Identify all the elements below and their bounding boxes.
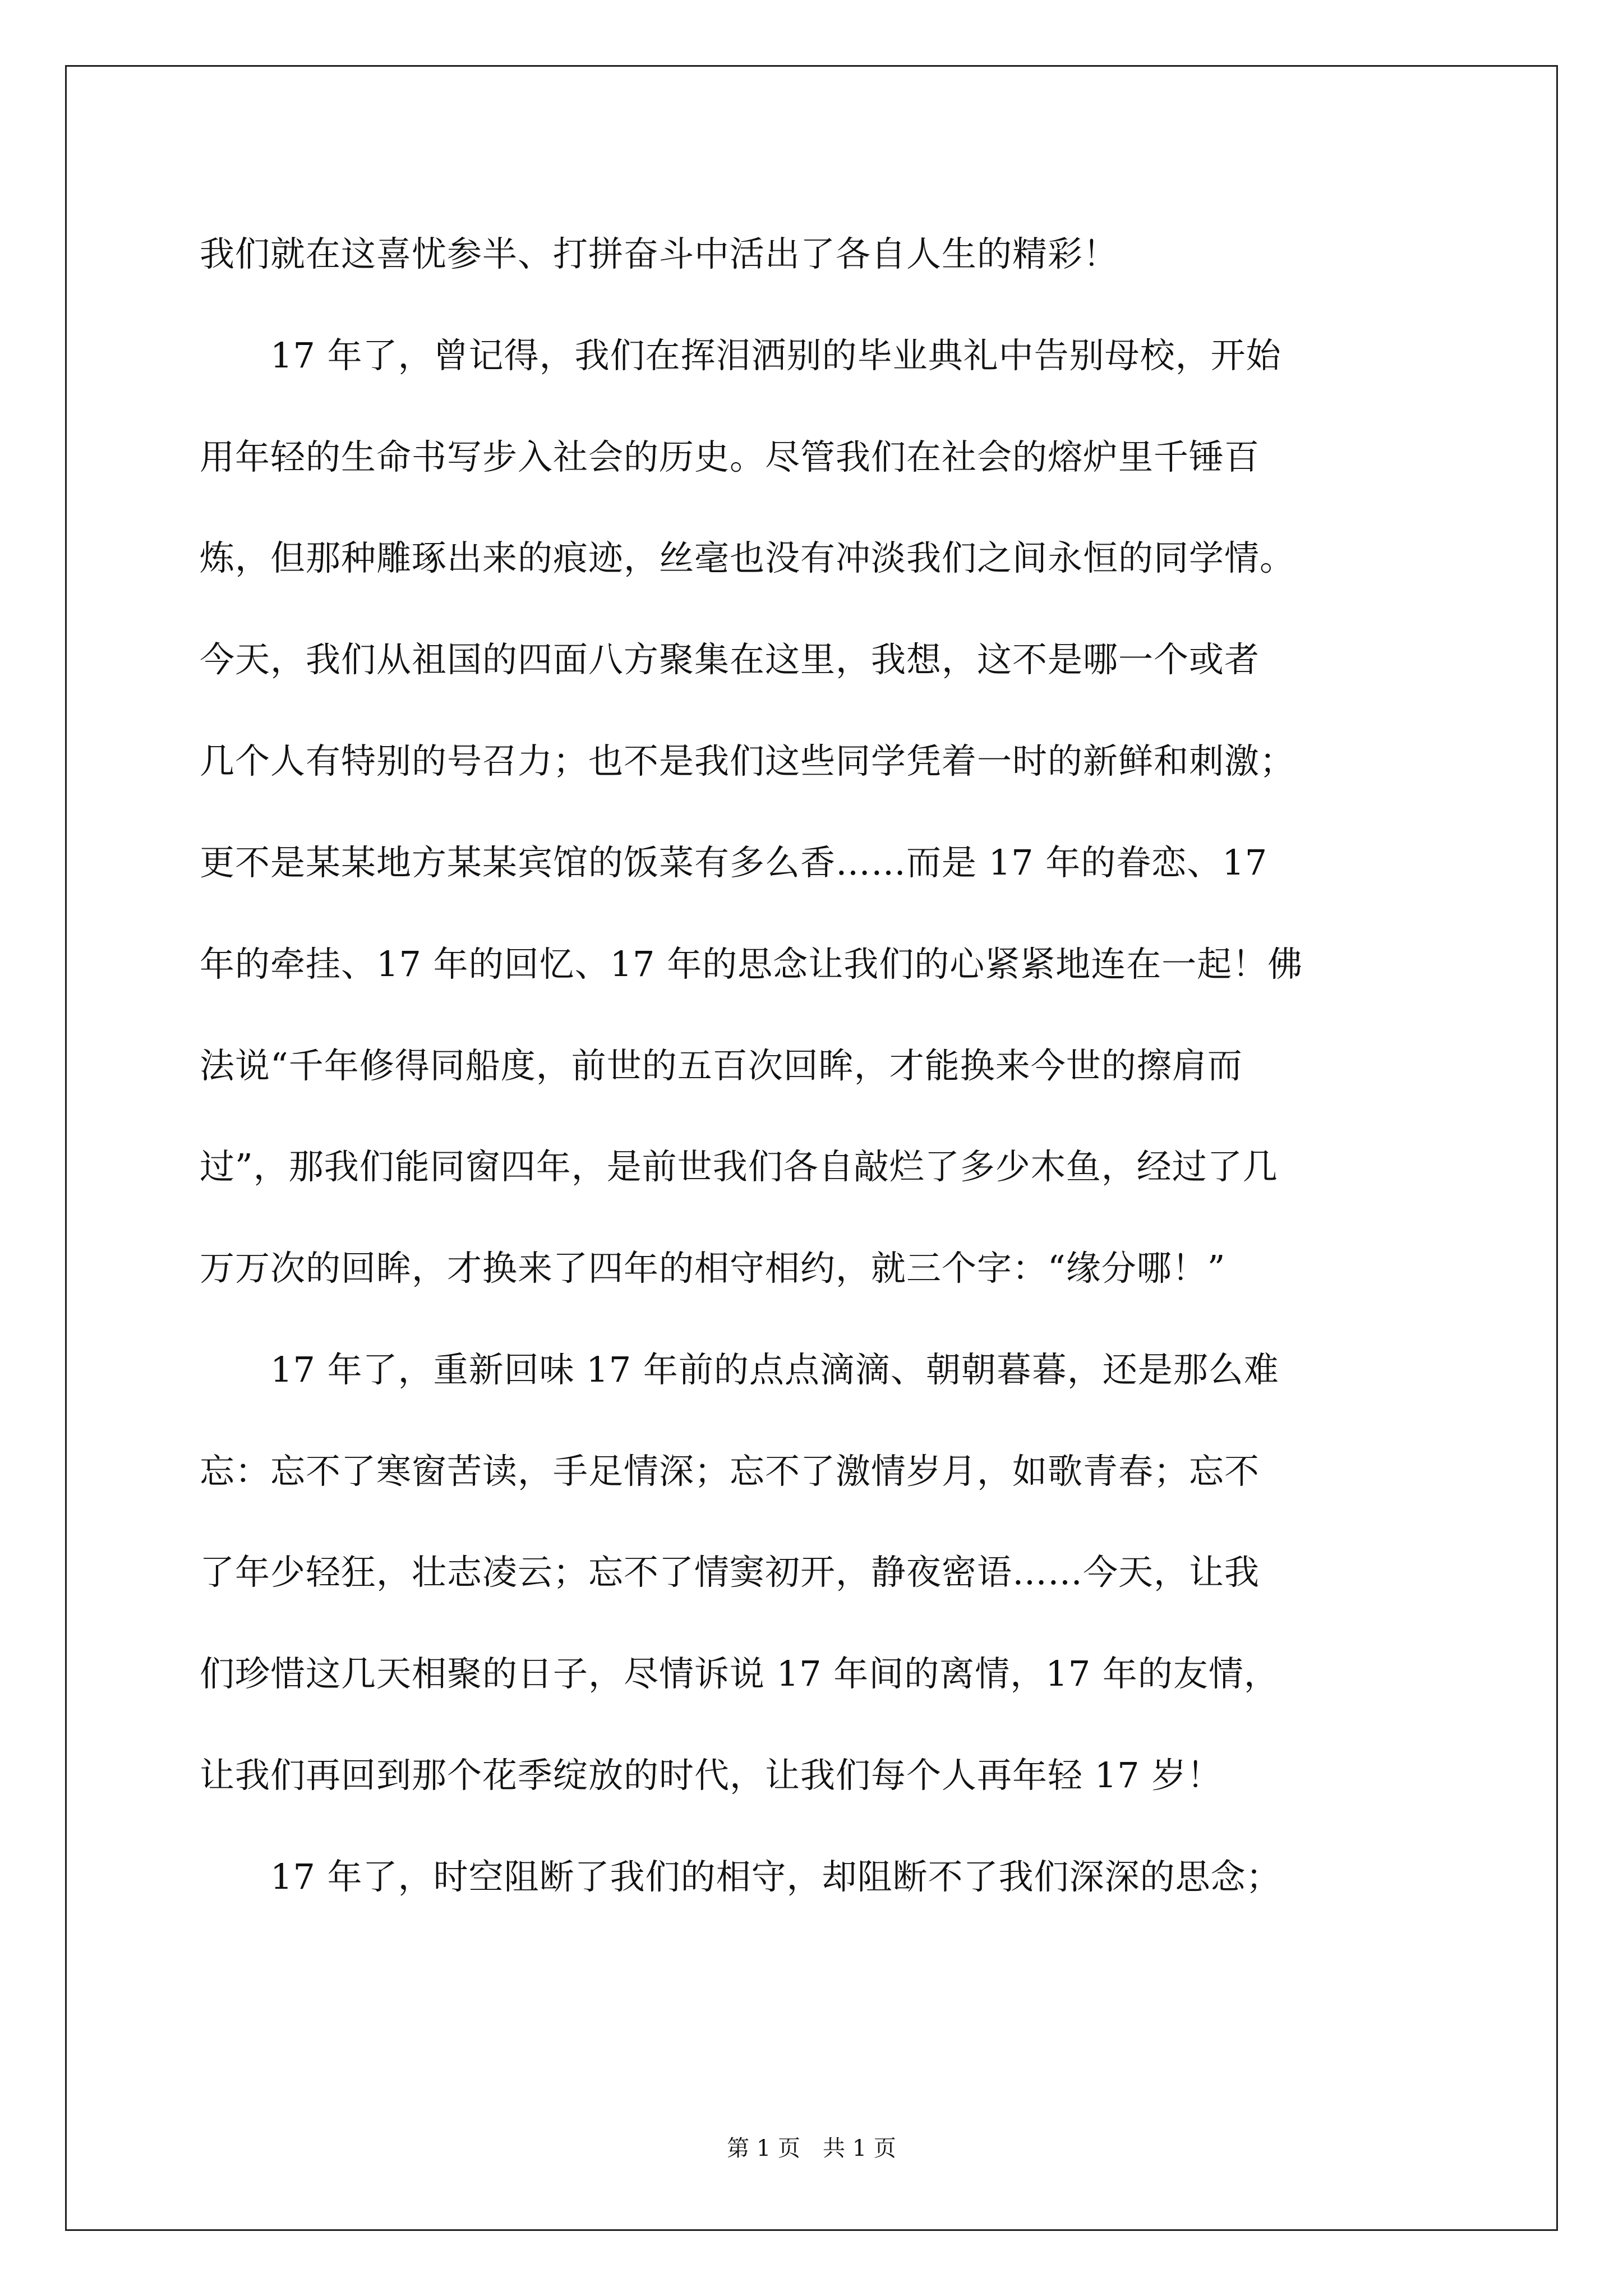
text-line: 炼，但那种雕琢出来的痕迹，丝毫也没有冲淡我们之间永恒的同学情。	[200, 537, 1295, 578]
text-line: 我们就在这喜忧参半、打拼奋斗中活出了各自人生的精彩！	[200, 233, 1119, 274]
text-line: 万万次的回眸，才换来了四年的相守相约，就三个字：“缘分哪！”	[200, 1248, 1226, 1289]
text-line: 17 年了，曾记得，我们在挥泪洒别的毕业典礼中告别母校，开始	[200, 335, 1281, 376]
text-line: 17 年了，重新回味 17 年前的点点滴滴、朝朝暮暮，还是那么难	[200, 1349, 1279, 1390]
text-line: 法说“千年修得同船度，前世的五百次回眸，才能换来今世的擦肩而	[200, 1045, 1243, 1086]
text-line: 让我们再回到那个花季绽放的时代，让我们每个人再年轻 17 岁！	[200, 1755, 1223, 1796]
text-line: 了年少轻狂，壮志凌云；忘不了情窦初开，静夜密语……今天，让我	[200, 1552, 1260, 1593]
text-line: 几个人有特别的号召力；也不是我们这些同学凭着一时的新鲜和刺激；	[200, 740, 1295, 781]
text-line: 年的牵挂、17 年的回忆、17 年的思念让我们的心紧紧地连在一起！佛	[200, 944, 1303, 984]
text-line: 过”，那我们能同窗四年，是前世我们各自敲烂了多少木鱼，经过了几	[200, 1146, 1278, 1187]
text-line: 用年轻的生命书写步入社会的历史。尽管我们在社会的熔炉里千锤百	[200, 436, 1260, 477]
text-line: 17 年了，时空阻断了我们的相守，却阻断不了我们深深的思念；	[200, 1856, 1281, 1897]
text-line: 今天，我们从祖国的四面八方聚集在这里，我想，这不是哪一个或者	[200, 639, 1260, 680]
text-line: 更不是某某地方某某宾馆的饭菜有多么香……而是 17 年的眷恋、17	[200, 842, 1268, 883]
text-line: 们珍惜这几天相聚的日子，尽情诉说 17 年间的离情，17 年的友情，	[200, 1653, 1279, 1694]
page-footer: 第 1 页 共 1 页	[727, 2136, 896, 2161]
text-line: 忘：忘不了寒窗苦读，手足情深；忘不了激情岁月，如歌青春；忘不	[200, 1451, 1260, 1492]
